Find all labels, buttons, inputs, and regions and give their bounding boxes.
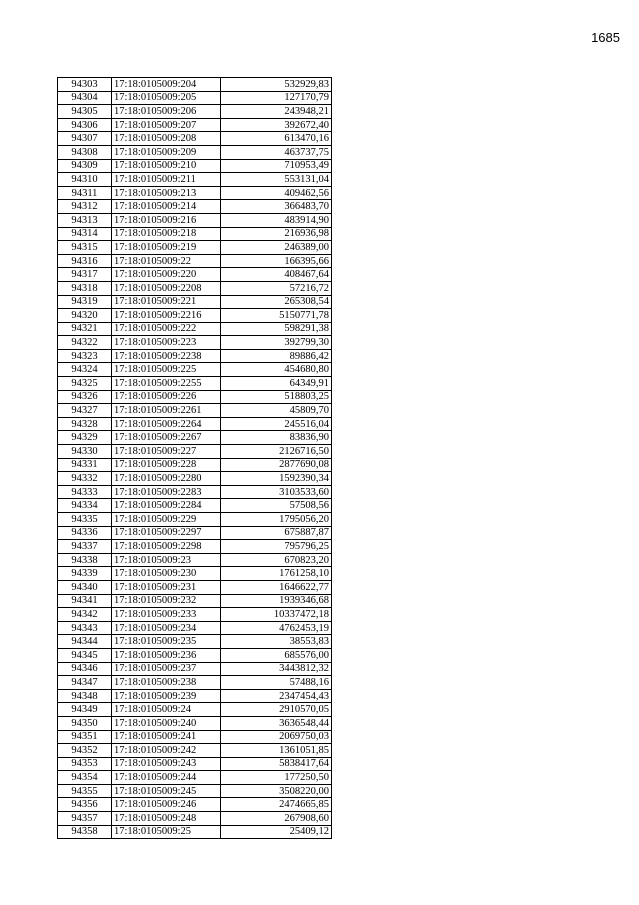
row-number-cell: 94315 bbox=[58, 241, 112, 255]
cadastral-number-cell: 17:18:0105009:222 bbox=[112, 322, 221, 336]
cadastral-number-cell: 17:18:0105009:204 bbox=[112, 78, 221, 92]
value-cell: 166395,66 bbox=[221, 254, 332, 268]
table-row bbox=[58, 472, 332, 486]
table-row bbox=[58, 322, 332, 336]
table-row bbox=[58, 417, 332, 431]
cadastral-number-cell: 17:18:0105009:235 bbox=[112, 635, 221, 649]
table-row bbox=[58, 458, 332, 472]
cadastral-number-cell: 17:18:0105009:227 bbox=[112, 445, 221, 459]
value-cell: 83836,90 bbox=[221, 431, 332, 445]
table-row bbox=[58, 608, 332, 622]
cadastral-number-cell: 17:18:0105009:241 bbox=[112, 730, 221, 744]
row-number-cell: 94334 bbox=[58, 499, 112, 513]
row-number-cell: 94307 bbox=[58, 132, 112, 146]
row-number-cell: 94304 bbox=[58, 91, 112, 105]
cadastral-number-cell: 17:18:0105009:208 bbox=[112, 132, 221, 146]
cadastral-number-cell: 17:18:0105009:244 bbox=[112, 771, 221, 785]
row-number-cell: 94324 bbox=[58, 363, 112, 377]
table-row bbox=[58, 621, 332, 635]
value-cell: 216936,98 bbox=[221, 227, 332, 241]
cadastral-number-cell: 17:18:0105009:233 bbox=[112, 608, 221, 622]
row-number-cell: 94355 bbox=[58, 784, 112, 798]
table-row bbox=[58, 445, 332, 459]
value-cell: 408467,64 bbox=[221, 268, 332, 282]
value-cell: 267908,60 bbox=[221, 812, 332, 826]
table-row bbox=[58, 676, 332, 690]
cadastral-number-cell: 17:18:0105009:2208 bbox=[112, 281, 221, 295]
value-cell: 532929,83 bbox=[221, 78, 332, 92]
table-row bbox=[58, 825, 332, 839]
row-number-cell: 94311 bbox=[58, 186, 112, 200]
row-number-cell: 94312 bbox=[58, 200, 112, 214]
value-cell: 10337472,18 bbox=[221, 608, 332, 622]
table-row bbox=[58, 716, 332, 730]
value-cell: 3508220,00 bbox=[221, 784, 332, 798]
row-number-cell: 94331 bbox=[58, 458, 112, 472]
table-row bbox=[58, 281, 332, 295]
cadastral-number-cell: 17:18:0105009:2255 bbox=[112, 377, 221, 391]
row-number-cell: 94313 bbox=[58, 213, 112, 227]
cadastral-number-cell: 17:18:0105009:25 bbox=[112, 825, 221, 839]
table-row bbox=[58, 730, 332, 744]
row-number-cell: 94346 bbox=[58, 662, 112, 676]
cadastral-number-cell: 17:18:0105009:219 bbox=[112, 241, 221, 255]
row-number-cell: 94318 bbox=[58, 281, 112, 295]
table-body bbox=[58, 78, 332, 839]
table-row bbox=[58, 567, 332, 581]
row-number-cell: 94320 bbox=[58, 309, 112, 323]
cadastral-number-cell: 17:18:0105009:2261 bbox=[112, 404, 221, 418]
cadastral-number-cell: 17:18:0105009:213 bbox=[112, 186, 221, 200]
cadastral-number-cell: 17:18:0105009:236 bbox=[112, 648, 221, 662]
table-row bbox=[58, 553, 332, 567]
value-cell: 246389,00 bbox=[221, 241, 332, 255]
value-cell: 57508,56 bbox=[221, 499, 332, 513]
row-number-cell: 94328 bbox=[58, 417, 112, 431]
cadastral-number-cell: 17:18:0105009:210 bbox=[112, 159, 221, 173]
value-cell: 243948,21 bbox=[221, 105, 332, 119]
cadastral-number-cell: 17:18:0105009:238 bbox=[112, 676, 221, 690]
cadastral-number-cell: 17:18:0105009:24 bbox=[112, 703, 221, 717]
value-cell: 1761258,10 bbox=[221, 567, 332, 581]
value-cell: 392672,40 bbox=[221, 118, 332, 132]
value-cell: 64349,91 bbox=[221, 377, 332, 391]
cadastral-number-cell: 17:18:0105009:221 bbox=[112, 295, 221, 309]
table-row bbox=[58, 145, 332, 159]
row-number-cell: 94353 bbox=[58, 757, 112, 771]
value-cell: 2347454,43 bbox=[221, 689, 332, 703]
value-cell: 454680,80 bbox=[221, 363, 332, 377]
table-row bbox=[58, 757, 332, 771]
value-cell: 1646622,77 bbox=[221, 580, 332, 594]
cadastral-number-cell: 17:18:0105009:2267 bbox=[112, 431, 221, 445]
value-cell: 710953,49 bbox=[221, 159, 332, 173]
cadastral-number-cell: 17:18:0105009:245 bbox=[112, 784, 221, 798]
row-number-cell: 94310 bbox=[58, 173, 112, 187]
value-cell: 2069750,03 bbox=[221, 730, 332, 744]
cadastral-number-cell: 17:18:0105009:240 bbox=[112, 716, 221, 730]
cadastral-number-cell: 17:18:0105009:209 bbox=[112, 145, 221, 159]
row-number-cell: 94347 bbox=[58, 676, 112, 690]
table-row bbox=[58, 648, 332, 662]
value-cell: 57216,72 bbox=[221, 281, 332, 295]
row-number-cell: 94309 bbox=[58, 159, 112, 173]
cadastral-number-cell: 17:18:0105009:2264 bbox=[112, 417, 221, 431]
row-number-cell: 94332 bbox=[58, 472, 112, 486]
table-row bbox=[58, 268, 332, 282]
row-number-cell: 94335 bbox=[58, 513, 112, 527]
table-row bbox=[58, 241, 332, 255]
cadastral-number-cell: 17:18:0105009:23 bbox=[112, 553, 221, 567]
value-cell: 2474665,85 bbox=[221, 798, 332, 812]
value-cell: 675887,87 bbox=[221, 526, 332, 540]
value-cell: 1592390,34 bbox=[221, 472, 332, 486]
table-row bbox=[58, 363, 332, 377]
table-row bbox=[58, 173, 332, 187]
value-cell: 613470,16 bbox=[221, 132, 332, 146]
value-cell: 409462,56 bbox=[221, 186, 332, 200]
row-number-cell: 94340 bbox=[58, 580, 112, 594]
table-row bbox=[58, 703, 332, 717]
cadastral-number-cell: 17:18:0105009:2238 bbox=[112, 349, 221, 363]
cadastral-number-cell: 17:18:0105009:220 bbox=[112, 268, 221, 282]
cadastral-number-cell: 17:18:0105009:225 bbox=[112, 363, 221, 377]
table-row bbox=[58, 200, 332, 214]
value-cell: 177250,50 bbox=[221, 771, 332, 785]
cadastral-number-cell: 17:18:0105009:22 bbox=[112, 254, 221, 268]
row-number-cell: 94317 bbox=[58, 268, 112, 282]
row-number-cell: 94342 bbox=[58, 608, 112, 622]
table-row bbox=[58, 662, 332, 676]
cadastral-number-cell: 17:18:0105009:230 bbox=[112, 567, 221, 581]
table-row bbox=[58, 132, 332, 146]
table-row bbox=[58, 499, 332, 513]
value-cell: 4762453,19 bbox=[221, 621, 332, 635]
table-row bbox=[58, 227, 332, 241]
row-number-cell: 94326 bbox=[58, 390, 112, 404]
value-cell: 127170,79 bbox=[221, 91, 332, 105]
table-row bbox=[58, 118, 332, 132]
table-row bbox=[58, 635, 332, 649]
row-number-cell: 94316 bbox=[58, 254, 112, 268]
row-number-cell: 94350 bbox=[58, 716, 112, 730]
row-number-cell: 94314 bbox=[58, 227, 112, 241]
cadastral-number-cell: 17:18:0105009:2283 bbox=[112, 485, 221, 499]
value-cell: 598291,38 bbox=[221, 322, 332, 336]
table-row bbox=[58, 390, 332, 404]
value-cell: 1795056,20 bbox=[221, 513, 332, 527]
value-cell: 89886,42 bbox=[221, 349, 332, 363]
row-number-cell: 94356 bbox=[58, 798, 112, 812]
row-number-cell: 94322 bbox=[58, 336, 112, 350]
row-number-cell: 94305 bbox=[58, 105, 112, 119]
value-cell: 518803,25 bbox=[221, 390, 332, 404]
table-row bbox=[58, 336, 332, 350]
value-cell: 38553,83 bbox=[221, 635, 332, 649]
table-row bbox=[58, 309, 332, 323]
cadastral-number-cell: 17:18:0105009:243 bbox=[112, 757, 221, 771]
cadastral-number-cell: 17:18:0105009:207 bbox=[112, 118, 221, 132]
row-number-cell: 94358 bbox=[58, 825, 112, 839]
cadastral-number-cell: 17:18:0105009:218 bbox=[112, 227, 221, 241]
row-number-cell: 94323 bbox=[58, 349, 112, 363]
row-number-cell: 94339 bbox=[58, 567, 112, 581]
value-cell: 2126716,50 bbox=[221, 445, 332, 459]
cadastral-number-cell: 17:18:0105009:214 bbox=[112, 200, 221, 214]
table-row bbox=[58, 513, 332, 527]
value-cell: 3636548,44 bbox=[221, 716, 332, 730]
row-number-cell: 94344 bbox=[58, 635, 112, 649]
table-row bbox=[58, 771, 332, 785]
row-number-cell: 94333 bbox=[58, 485, 112, 499]
row-number-cell: 94319 bbox=[58, 295, 112, 309]
row-number-cell: 94345 bbox=[58, 648, 112, 662]
table-row bbox=[58, 526, 332, 540]
row-number-cell: 94352 bbox=[58, 744, 112, 758]
value-cell: 25409,12 bbox=[221, 825, 332, 839]
row-number-cell: 94329 bbox=[58, 431, 112, 445]
row-number-cell: 94349 bbox=[58, 703, 112, 717]
value-cell: 2910570,05 bbox=[221, 703, 332, 717]
value-cell: 5150771,78 bbox=[221, 309, 332, 323]
table-row bbox=[58, 485, 332, 499]
row-number-cell: 94336 bbox=[58, 526, 112, 540]
table-row bbox=[58, 91, 332, 105]
cadastral-number-cell: 17:18:0105009:206 bbox=[112, 105, 221, 119]
row-number-cell: 94357 bbox=[58, 812, 112, 826]
table-row bbox=[58, 78, 332, 92]
cadastral-number-cell: 17:18:0105009:246 bbox=[112, 798, 221, 812]
value-cell: 366483,70 bbox=[221, 200, 332, 214]
row-number-cell: 94325 bbox=[58, 377, 112, 391]
value-cell: 2877690,08 bbox=[221, 458, 332, 472]
value-cell: 463737,75 bbox=[221, 145, 332, 159]
data-table bbox=[57, 77, 332, 839]
cadastral-number-cell: 17:18:0105009:234 bbox=[112, 621, 221, 635]
row-number-cell: 94303 bbox=[58, 78, 112, 92]
table-row bbox=[58, 186, 332, 200]
table-row bbox=[58, 540, 332, 554]
table-row bbox=[58, 377, 332, 391]
row-number-cell: 94321 bbox=[58, 322, 112, 336]
row-number-cell: 94306 bbox=[58, 118, 112, 132]
cadastral-number-cell: 17:18:0105009:2216 bbox=[112, 309, 221, 323]
value-cell: 5838417,64 bbox=[221, 757, 332, 771]
value-cell: 265308,54 bbox=[221, 295, 332, 309]
value-cell: 685576,00 bbox=[221, 648, 332, 662]
row-number-cell: 94308 bbox=[58, 145, 112, 159]
cadastral-number-cell: 17:18:0105009:239 bbox=[112, 689, 221, 703]
cadastral-number-cell: 17:18:0105009:2280 bbox=[112, 472, 221, 486]
value-cell: 57488,16 bbox=[221, 676, 332, 690]
row-number-cell: 94343 bbox=[58, 621, 112, 635]
table-row bbox=[58, 349, 332, 363]
cadastral-number-cell: 17:18:0105009:248 bbox=[112, 812, 221, 826]
table-row bbox=[58, 213, 332, 227]
row-number-cell: 94327 bbox=[58, 404, 112, 418]
value-cell: 553131,04 bbox=[221, 173, 332, 187]
table-row bbox=[58, 580, 332, 594]
table-row bbox=[58, 431, 332, 445]
table-row bbox=[58, 812, 332, 826]
value-cell: 1361051,85 bbox=[221, 744, 332, 758]
cadastral-number-cell: 17:18:0105009:2298 bbox=[112, 540, 221, 554]
value-cell: 1939346,68 bbox=[221, 594, 332, 608]
table-row bbox=[58, 689, 332, 703]
row-number-cell: 94330 bbox=[58, 445, 112, 459]
value-cell: 795796,25 bbox=[221, 540, 332, 554]
table-row bbox=[58, 784, 332, 798]
table-row bbox=[58, 254, 332, 268]
table-row bbox=[58, 404, 332, 418]
table-row bbox=[58, 105, 332, 119]
page-number: 1685 bbox=[591, 30, 620, 45]
value-cell: 3103533,60 bbox=[221, 485, 332, 499]
cadastral-number-cell: 17:18:0105009:211 bbox=[112, 173, 221, 187]
value-cell: 245516,04 bbox=[221, 417, 332, 431]
cadastral-number-cell: 17:18:0105009:216 bbox=[112, 213, 221, 227]
table-row bbox=[58, 295, 332, 309]
cadastral-number-cell: 17:18:0105009:223 bbox=[112, 336, 221, 350]
value-cell: 3443812,32 bbox=[221, 662, 332, 676]
row-number-cell: 94348 bbox=[58, 689, 112, 703]
cadastral-number-cell: 17:18:0105009:242 bbox=[112, 744, 221, 758]
table-row bbox=[58, 159, 332, 173]
cadastral-number-cell: 17:18:0105009:229 bbox=[112, 513, 221, 527]
row-number-cell: 94338 bbox=[58, 553, 112, 567]
cadastral-number-cell: 17:18:0105009:205 bbox=[112, 91, 221, 105]
cadastral-number-cell: 17:18:0105009:2284 bbox=[112, 499, 221, 513]
table-row bbox=[58, 744, 332, 758]
value-cell: 483914,90 bbox=[221, 213, 332, 227]
value-cell: 392799,30 bbox=[221, 336, 332, 350]
value-cell: 670823,20 bbox=[221, 553, 332, 567]
cadastral-number-cell: 17:18:0105009:2297 bbox=[112, 526, 221, 540]
cadastral-number-cell: 17:18:0105009:232 bbox=[112, 594, 221, 608]
cadastral-number-cell: 17:18:0105009:237 bbox=[112, 662, 221, 676]
row-number-cell: 94351 bbox=[58, 730, 112, 744]
table-row bbox=[58, 594, 332, 608]
cadastral-number-cell: 17:18:0105009:226 bbox=[112, 390, 221, 404]
cadastral-number-cell: 17:18:0105009:228 bbox=[112, 458, 221, 472]
row-number-cell: 94337 bbox=[58, 540, 112, 554]
row-number-cell: 94354 bbox=[58, 771, 112, 785]
value-cell: 45809,70 bbox=[221, 404, 332, 418]
row-number-cell: 94341 bbox=[58, 594, 112, 608]
table-row bbox=[58, 798, 332, 812]
cadastral-number-cell: 17:18:0105009:231 bbox=[112, 580, 221, 594]
